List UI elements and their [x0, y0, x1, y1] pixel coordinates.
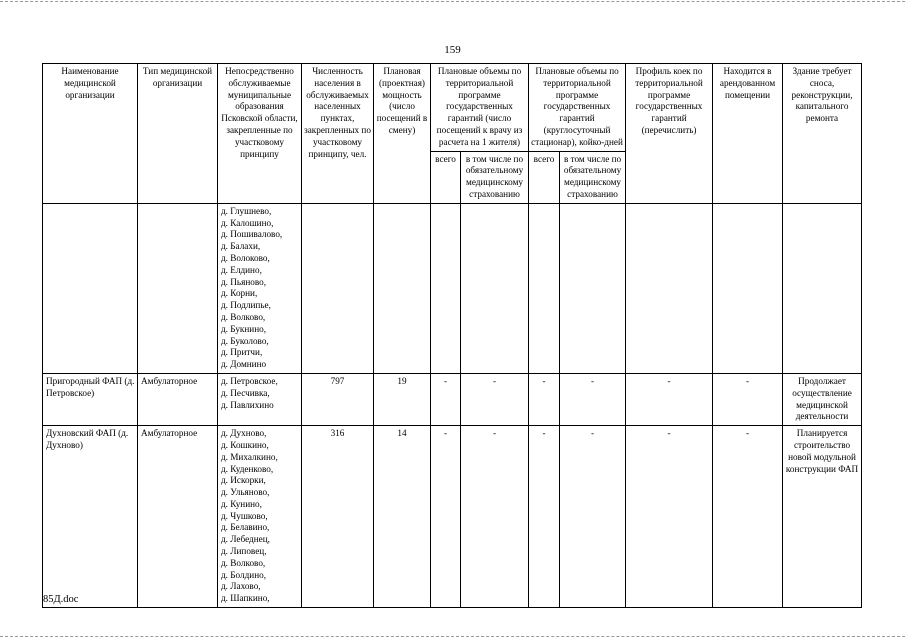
table-row: [43, 426, 862, 608]
out-oms-value: -: [461, 426, 529, 608]
out-oms-value: -: [461, 373, 529, 425]
village-item: д. Балахи,: [221, 241, 261, 252]
village-item: д. Ульяново,: [221, 487, 270, 498]
header-rented: Находится в арендованном помещении: [713, 64, 783, 204]
header-org-type: Тип медицинской организации: [138, 64, 218, 204]
building-status: Продолжает осуществление медицинской деятельности: [783, 373, 862, 425]
village-item: д. Лахово,: [221, 581, 261, 592]
village-item: д. Петровское,: [221, 375, 278, 386]
rented-value: -: [713, 373, 783, 425]
header-in-total: всего: [529, 151, 560, 203]
table-row: [43, 373, 862, 425]
village-item: д. Притчи,: [221, 347, 263, 358]
scan-top-edge: [0, 1, 905, 2]
village-item: д. Глушнево,: [221, 205, 272, 216]
table-row-continuation: [43, 203, 862, 373]
in-total-value: -: [529, 373, 560, 425]
header-out-total: всего: [431, 151, 461, 203]
out-total-value: -: [431, 426, 461, 608]
village-item: д. Калошино,: [221, 217, 274, 228]
org-type: Амбулаторное: [138, 426, 218, 608]
bed-profile-value: -: [626, 426, 713, 608]
village-item: д. Болдино,: [221, 569, 266, 580]
village-item: д. Белавино,: [221, 522, 270, 533]
population-value: 797: [302, 373, 374, 425]
village-item: д. Лебеднец,: [221, 534, 270, 545]
village-list: [218, 373, 302, 425]
village-item: д. Чушково,: [221, 510, 268, 521]
capacity-value: 14: [374, 426, 431, 608]
header-municipalities: Непосредственно обслуживаемые муниципальные образования Псковской области, закрепленные по участковому принципу: [218, 64, 302, 204]
village-item: д. Елдино,: [221, 264, 262, 275]
capacity-value: 19: [374, 373, 431, 425]
village-item: д. Волоково,: [221, 252, 270, 263]
village-item: д. Волково,: [221, 557, 266, 568]
org-name: Пригородный ФАП (д. Петровское): [43, 373, 138, 425]
in-total-value: -: [529, 426, 560, 608]
in-oms-value: -: [560, 426, 626, 608]
village-item: д. Кунино,: [221, 498, 262, 509]
village-item: д. Волково,: [221, 311, 266, 322]
village-item: д. Искорки,: [221, 475, 266, 486]
village-list: [218, 203, 302, 373]
bed-profile-value: -: [626, 373, 713, 425]
village-item: д. Михалкино,: [221, 451, 278, 462]
org-type: Амбулаторное: [138, 373, 218, 425]
header-inpatient-volume: Плановые объемы по территориальной программе государственных гарантий (круглосуточный стационар), койко-дней: [529, 64, 626, 152]
header-bed-profile: Профиль коек по территориальной программе государственных гарантий (перечислить): [626, 64, 713, 204]
page-number: 159: [444, 44, 461, 56]
village-item: д. Пьяново,: [221, 276, 266, 287]
header-org-name: Наименование медицинской организации: [43, 64, 138, 204]
header-capacity: Плановая (проектная) мощность (число посещений в смену): [374, 64, 431, 204]
village-item: д. Куденково,: [221, 463, 274, 474]
in-oms-value: -: [560, 373, 626, 425]
out-total-value: -: [431, 373, 461, 425]
village-item: д. Кошкино,: [221, 439, 269, 450]
village-item: д. Домнино: [221, 359, 267, 370]
header-row: [43, 64, 862, 152]
village-item: д. Песчивка,: [221, 387, 270, 398]
footer-filename: 85Д.doc: [43, 594, 79, 605]
village-item: д. Подлипье,: [221, 300, 271, 311]
village-item: д. Духново,: [221, 428, 267, 439]
header-building: Здание требует сноса, реконструкции, капитального ремонта: [783, 64, 862, 204]
facilities-table: [42, 63, 862, 608]
village-item: д. Букнино,: [221, 323, 267, 334]
village-item: д. Шапкино,: [221, 593, 270, 604]
village-item: д. Корни,: [221, 288, 258, 299]
org-name: Духновский ФАП (д. Духново): [43, 426, 138, 608]
village-item: д. Буколово,: [221, 335, 269, 346]
header-in-oms: в том числе по обязательному медицинскому страхованию: [560, 151, 626, 203]
header-out-oms: в том числе по обязательному медицинскому страхованию: [461, 151, 529, 203]
header-population: Численность населения в обслуживаемых населенных пунктах, закрепленных по участковому принципу, чел.: [302, 64, 374, 204]
village-list: [218, 426, 302, 608]
rented-value: -: [713, 426, 783, 608]
population-value: 316: [302, 426, 374, 608]
scan-bottom-edge: [0, 636, 905, 637]
village-item: д. Павлихино: [221, 399, 274, 410]
building-status: Планируется строительство новой модульной конструкции ФАП: [783, 426, 862, 608]
header-outpatient-volume: Плановые объемы по территориальной программе государственных гарантий (число посещений к врачу из расчета на 1 жителя): [431, 64, 529, 152]
village-item: д. Пошивалово,: [221, 229, 283, 240]
village-item: д. Липовец,: [221, 546, 267, 557]
